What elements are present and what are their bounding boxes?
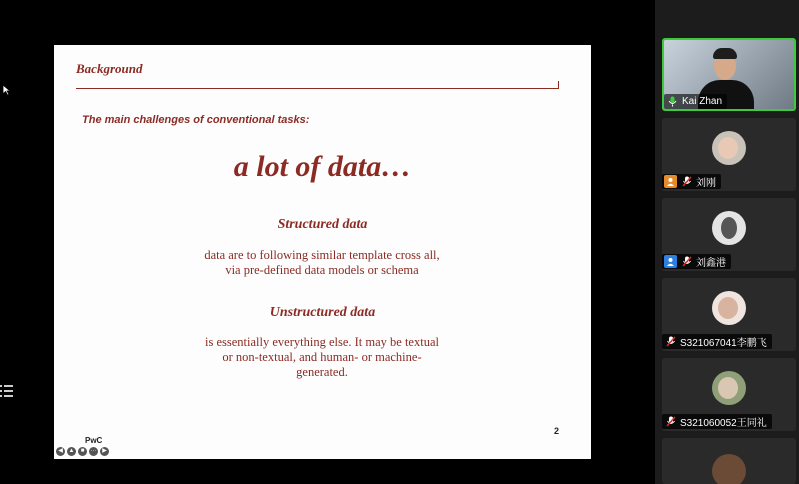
mic-muted-icon [664,335,677,348]
participant-tile[interactable] [662,278,796,351]
participant-name-bar [662,334,772,349]
participant-name: 刘鑫港 [696,258,726,269]
slide-title: Background [76,61,143,76]
host-user-icon [664,175,677,188]
participant-name: 刘刚 [696,178,716,189]
title-divider [76,88,559,89]
mouse-cursor-icon [2,84,12,96]
participant-tile[interactable] [662,118,796,191]
unstructured-data-heading: Unstructured data [269,305,376,320]
avatar [712,211,746,245]
slide-subtitle: The main challenges of conventional tasks: [82,114,310,126]
slide-page-number: 2 [554,426,560,436]
mic-on-icon [666,95,679,108]
participant-tile[interactable] [662,38,796,111]
title-divider-tick [558,81,559,89]
participant-name-bar [662,414,772,429]
mic-muted-icon [680,255,693,268]
mic-muted-icon [664,415,677,428]
slideshow-controls [56,447,109,456]
participant-name: Kai Zhan [682,96,723,107]
participant-video-hair [713,48,737,59]
subtitles-icon[interactable]: ■ [78,447,87,456]
structured-data-text: data are to following similar template cross all, via pre-defined data models or schema [204,248,440,277]
mic-muted-icon [680,175,693,188]
side-menu-icon[interactable] [0,383,14,399]
shared-slide [54,45,591,459]
avatar [712,131,746,165]
participant-name-bar [664,94,727,109]
participant-name-bar [662,174,721,189]
participant-name: S321060052王同礼 [680,418,767,429]
user-icon [664,255,677,268]
brand-label: PwC [85,436,103,445]
participant-name: S321067041李鹏飞 [680,338,767,349]
participant-tile[interactable] [662,358,796,431]
avatar [712,454,746,484]
participant-name-bar [662,254,731,269]
unstructured-data-text: is essentially everything else. It may be textual or non-textual, and human- or machine-generated. [205,335,439,379]
more-options-icon[interactable]: ··· [90,448,97,454]
pen-tool-icon[interactable]: ▲ [68,448,75,454]
previous-slide-icon[interactable]: ◀ [56,447,65,456]
avatar [712,291,746,325]
slide-headline: a lot of data… [233,150,412,183]
participant-tile[interactable] [662,438,796,484]
avatar [712,371,746,405]
participant-tile[interactable] [662,198,796,271]
next-slide-icon[interactable]: ▶ [100,447,109,456]
structured-data-heading: Structured data [277,217,368,232]
